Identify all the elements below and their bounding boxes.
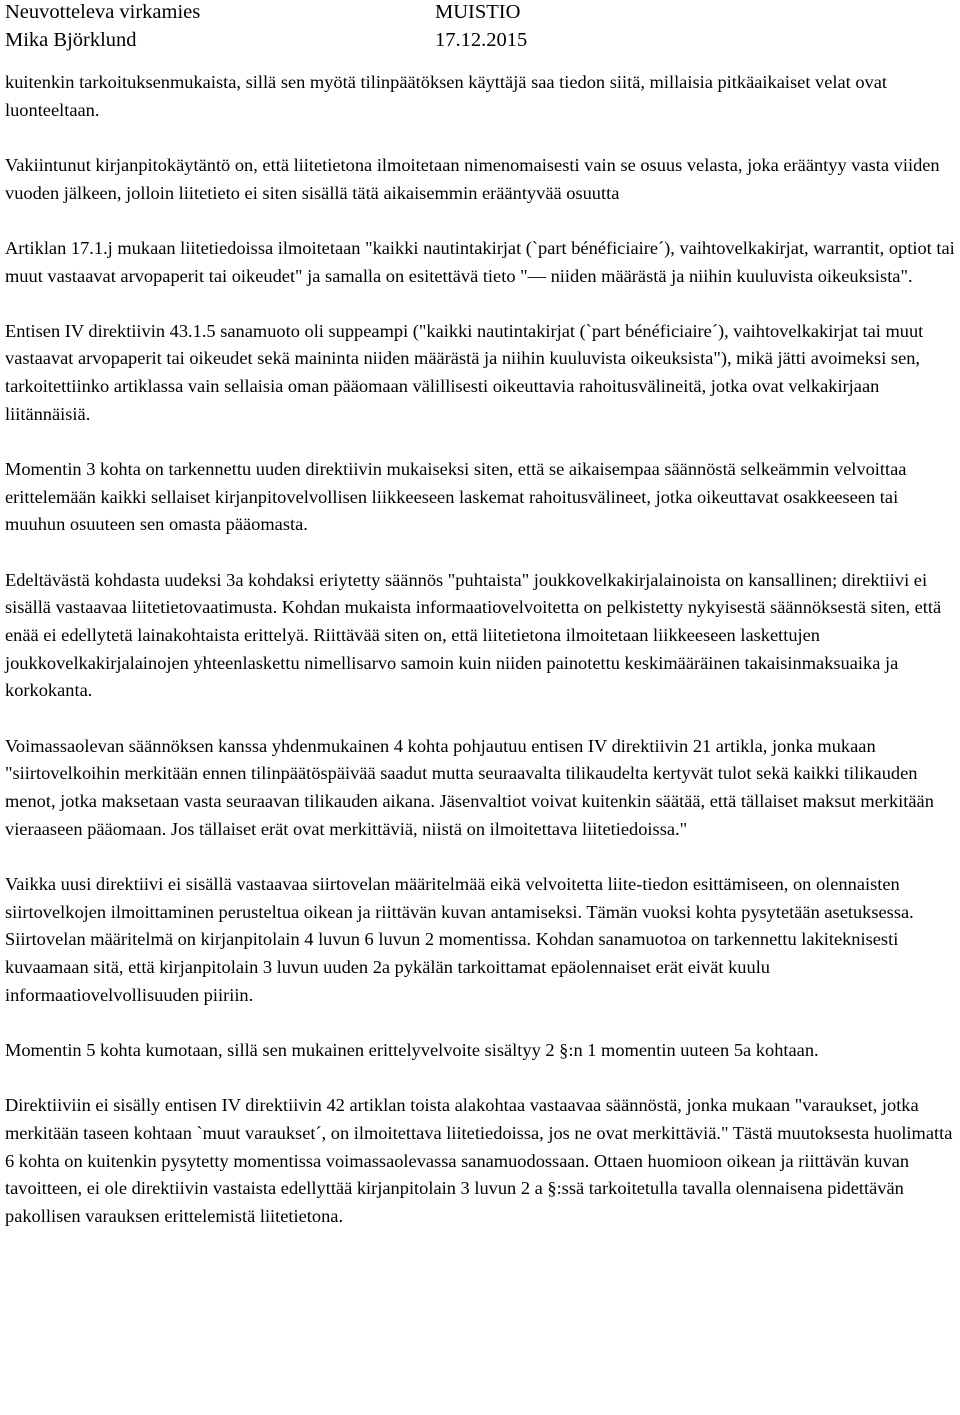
paragraph: Voimassaolevan säännöksen kanssa yhdenmukainen 4 kohta pohjautuu entisen IV direktiivin 21 artikla, jonka mukaan "siirtovelkoihin merkitään ennen tilinpäätöspäivää saadut mutta seuraavalta tilikaudelta kertyvät tulot sekä kaikki tilikauden menot, jotka maksetaan vasta seuraavan tilikauden aikana. Jäsenvaltiot voivat kuitenkin säätää, että tällaiset maksut merkitään vieraaseen pääomaan. Jos tällaiset erät ovat merkittäviä, niistä on ilmoitettava liitetiedoissa." — [5, 735, 934, 839]
header-left-block — [5, 0, 200, 54]
paragraph: kuitenkin tarkoituksenmukaista, sillä sen myötä tilinpäätöksen käyttäjä saa tiedon siitä, millaisia pitkäaikaiset velat ovat luonteeltaan. — [5, 72, 888, 120]
document-date: 17.12.2015 — [435, 28, 528, 51]
paragraph: Momentin 5 kohta kumotaan, sillä sen mukainen erittelyvelvoite sisältyy 2 §:n 1 momentin uuteen 5a kohtaan. — [5, 1039, 819, 1060]
document-page — [5, 0, 955, 1258]
paragraph: Direktiiviin ei sisälly entisen IV direktiivin 42 artiklan toista alakohtaa vastaavaa säännöstä, jonka mukaan "varaukset, jotka merkitään taseen kohtaan `muut varaukset´, on ilmoitettava liitetiedoissa, jos ne ovat merkittäviä." Tästä muutoksesta huolimatta 6 kohta on kuitenkin pysytetty momentissa voimassaolevassa sanamuodossaan. Ottaen huomioon oikean ja riittävän kuvan tavoitteen, ei ole direktiivin vastaista edellyttää kirjanpitolain 3 luvun 2 a §:ssä tarkoitetulla tavalla olennaisena pidettävän pakollisen varauksen erittelemistä liitetietona. — [5, 1095, 953, 1226]
header-right-block — [435, 0, 527, 54]
memo-header — [5, 0, 955, 56]
paragraph: Entisen IV direktiivin 43.1.5 sanamuoto oli suppeampi ("kaikki nautintakirjat (`part bénéficiaire´), vaihtovelkakirjat tai muut vastaavat arvopaperit tai oikeudet sekä maininta niiden määrästä ja niihin kuuluvista oikeuksista"), mikä jätti avoimeksi sen, tarkoitettiinko artiklassa vain sellaisia oman pääomaan välillisesti oikeuttavia rahoitusvälineitä, jotka ovat velkakirjaan liitännäisiä. — [5, 320, 924, 424]
author-title: Neuvotteleva virkamies — [5, 1, 201, 23]
paragraph: Momentin 3 kohta on tarkennettu uuden direktiivin mukaiseksi siten, että se aikaisempaa säännöstä selkeämmin velvoittaa erittelemään kaikki sellaiset kirjanpitovelvollisen liikkeeseen laskemat rahoitusvälineet, jotka oikeuttavat osakkeeseen tai muuhun osuuteen sen omasta pääomasta. — [5, 459, 907, 535]
author-name: Mika Björklund — [5, 28, 137, 51]
paragraph: Edeltävästä kohdasta uudeksi 3a kohdaksi eriytetty säännös "puhtaista" joukkovelkakirjalainoista on kansallinen; direktiivi ei sisällä vastaavaa liitetietovaatimusta. Kohdan mukaista informaatiovelvoitetta on pelkistetty nykyisestä säännöksestä siten, että enää ei edellytetä lainakohtaista erittelyä. Riittävää siten on, että liitetietona ilmoitetaan liikkeeseen laskettujen joukkovelkakirjalainojen yhteenlaskettu nimellisarvo samoin kuin niiden painotettu keskimääräinen takaisinmaksuaika ja korkokanta. — [5, 569, 942, 701]
paragraph: Vaikka uusi direktiivi ei sisällä vastaavaa siirtovelan määritelmää eikä velvoitetta liite-tiedon esittämiseen, on olennaisten siirtovelkojen ilmoittaminen perusteltua oikean ja riittävän kuvan antamiseksi. Tämän vuoksi kohta pysytetään asetuksessa. Siirtovelan määritelmä on kirjanpitolain 4 luvun 6 luvun 2 momentissa. Kohdan sanamuotoa on tarkennettu lakiteknisesti kuvaamaan sitä, että kirjanpitolain 3 luvun uuden 2a pykälän tarkoittamat epäolennaiset erät eivät kuulu informaatiovelvollisuuden piiriin. — [5, 873, 914, 1005]
paragraph: Artiklan 17.1.j mukaan liitetiedoissa ilmoitetaan "kaikki nautintakirjat (`part bénéficiaire´), vaihtovelkakirjat, warrantit, optiot tai muut vastaavat arvopaperit tai oikeudet" ja samalla on esitettävä tieto "— niiden määrästä ja niihin kuuluvista oikeuksista". — [5, 237, 955, 286]
paragraph: Vakiintunut kirjanpitokäytäntö on, että liitetietona ilmoitetaan nimenomaisesti vain se osuus velasta, joka erääntyy vasta viiden vuoden jälkeen, jolloin liitetieto ei siten sisällä tätä aikaisemmin erääntyvää osuutta — [5, 154, 940, 203]
memo-body — [5, 69, 955, 1231]
document-type: MUISTIO — [435, 1, 521, 23]
